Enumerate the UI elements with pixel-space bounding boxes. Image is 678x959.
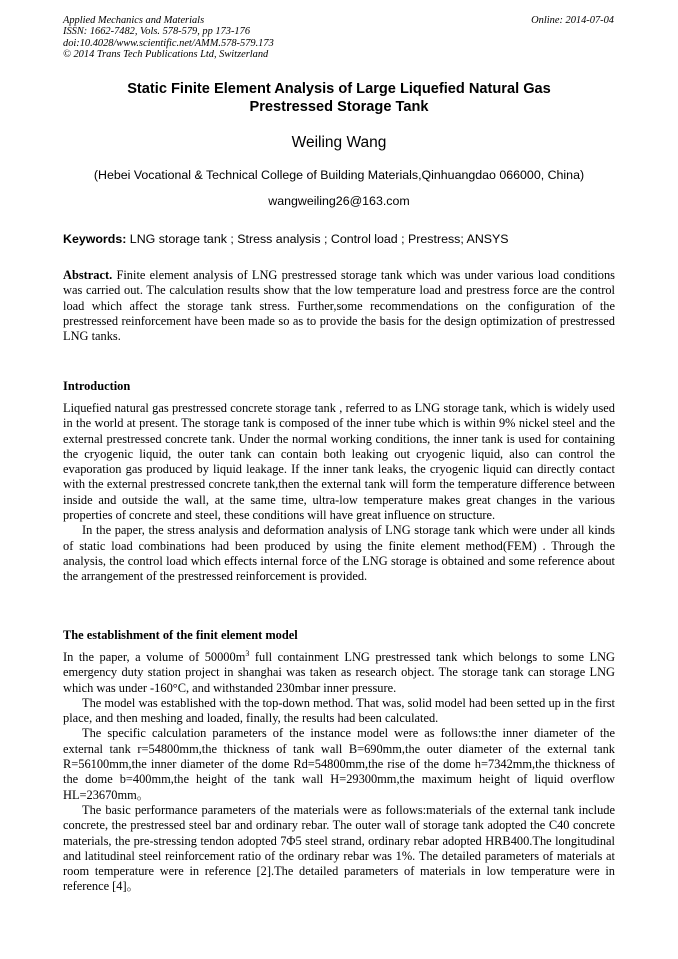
introduction-body (63, 401, 615, 585)
model-body (63, 650, 615, 895)
author-email: wangweiling26@163.com (268, 194, 410, 208)
model-paragraph-3: The specific calculation parameters of the instance model were as follows:the inner diameter of the external tank r=54800mm,the thickness of tank wall B=690mm,the outer diameter of the external tank R=56100mm,the inner diameter of the dome Rd=54800mm,the rise of the dome h=7342mm,the thickness of the dome b=400mm,the height of the tank wall H=29300mm,the maximum height of liquid overflow HL=23670mm。 (63, 726, 615, 802)
model-p1-end: full containment LNG prestressed tank which belongs to some LNG emergency duty station project in shanghai was taken as research object. The storage tank can storage LNG which was under -160°C, and withstanded 230mbar inner pressure. (63, 650, 615, 695)
affiliation: (Hebei Vocational & Technical College of Building Materials,Qinhuangdao 066000, China) (93, 168, 585, 182)
copyright: © 2014 Trans Tech Publications Ltd, Switzerland (63, 48, 269, 60)
keywords-text: LNG storage tank ; Stress analysis ; Control load ; Prestress; ANSYS (126, 232, 509, 246)
intro-paragraph-1: Liquefied natural gas prestressed concrete storage tank , referred to as LNG storage tank, which is widely used in the world at present. The storage tank is composed of the inner tube which is within 9% nickel steel and the external prestressed concrete tank. Under the normal working conditions, the inner tank is used for containing the cryogenic liquid, the outer tank can contain both leaking out cryogenic liquid, also can control the evaporation gas produced by liquid leakage. If the inner tank leaks, the cryogenic liquid can directly contact with the external prestressed concrete tank,then the external tank will form the temperature difference between inside and outside the wall, at the same time, ultra-low temperature makes great changes in the various properties of concrete and steel, these conditions will have great influence on structure. (63, 401, 615, 523)
keywords (63, 232, 615, 246)
model-paragraph-1 (63, 650, 615, 696)
journal-name: Applied Mechanics and Materials (63, 15, 205, 26)
online-date: Online: 2014-07-04 (531, 15, 614, 26)
introduction-heading: Introduction (63, 379, 131, 393)
keywords-label: Keywords: (63, 232, 127, 246)
abstract (63, 268, 615, 344)
paper-title (63, 80, 615, 116)
journal-header (63, 15, 274, 60)
doi: doi:10.4028/www.scientific.net/AMM.578-579.173 (63, 37, 274, 49)
title-line-2: Prestressed Storage Tank (249, 99, 429, 115)
abstract-text: Finite element analysis of LNG prestressed storage tank which was under various load conditions was carried out. The calculation results show that the low temperature load and prestress force are the control load which affect the storage tank stress. Further,some recommendations on the configuration of the prestressed reinforcement have been made so as to provide the basis for the design optimization of prestressed LNG tanks. (63, 268, 615, 344)
model-p1-start: In the paper, a volume of 50000m (63, 650, 246, 664)
model-heading: The establishment of the finit element model (63, 628, 298, 642)
intro-paragraph-2: In the paper, the stress analysis and deformation analysis of LNG storage tank which were under all kinds of static load combinations had been produced by using the finite element method(FEM) . Through the analysis, the control load which effects internal force of the LNG storage is obtained and some reference about the arrangement of the prestressed reinforcement is provided. (63, 523, 615, 584)
superscript-3: 3 (245, 649, 250, 658)
title-line-1: Static Finite Element Analysis of Large Liquefied Natural Gas (127, 81, 551, 97)
author-name: Weiling Wang (291, 134, 387, 151)
abstract-label: Abstract. (63, 268, 113, 282)
model-paragraph-2: The model was established with the top-down method. That was, solid model had been setted up in the first place, and then meshing and loaded, finally, the results had been calculated. (63, 695, 615, 726)
model-paragraph-4: The basic performance parameters of the materials were as follows:materials of the external tank include concrete, the prestressed steel bar and ordinary rebar. The outer wall of storage tank adopted the C40 concrete materials, the pre-stressing tendon adopted 7Φ5 steel strand, ordinary rebar adopted HRB400.The longitudinal and latitudinal steel reinforcement ratio of the ordinary rebar was 1%. The detailed parameters of materials at room temperature were in reference [2].The detailed parameters of materials in low temperature were in reference [4]。 (63, 802, 615, 894)
issn: ISSN: 1662-7482, Vols. 578-579, pp 173-176 (63, 26, 251, 38)
